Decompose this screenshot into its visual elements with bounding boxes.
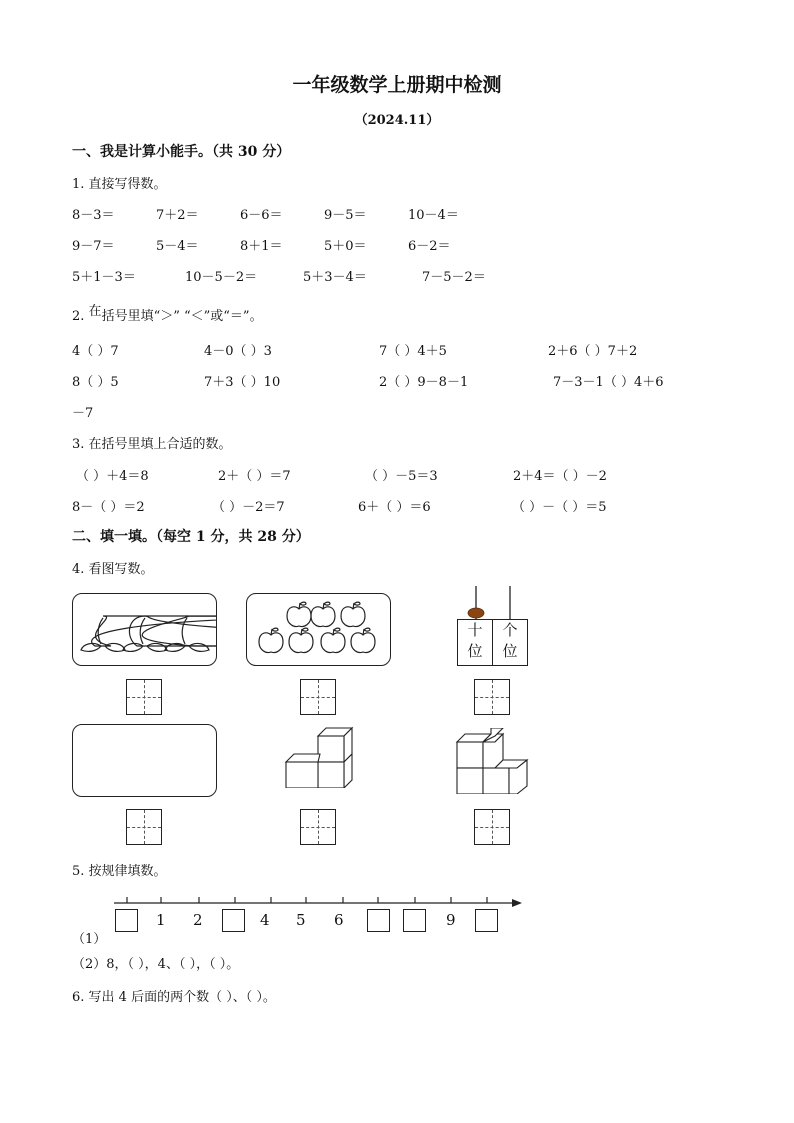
q2-label [72,305,263,324]
apple-icon [341,607,365,627]
numberline-blank-box[interactable] [222,909,245,932]
numberline-label: 1 [156,911,166,929]
q3-r1-c2: 2＋（ ）＝7 [218,469,291,484]
q5-part2: （2）8，（ ），4、（ ），（ ）。 [72,957,240,972]
apple-icon [287,607,311,627]
q1-r2-c5: 6－2＝ [408,239,451,254]
q3-r2-c4: （ ）－（ ）＝5 [512,500,607,515]
answer-grid-cubes-small[interactable] [300,809,336,845]
apple-drawing [247,594,390,665]
q2-r1-c4: 2＋6（ ）7＋2 [548,344,638,359]
q2-label-num: 2. [72,309,85,324]
abacus-rods [457,584,529,624]
abacus-ones-top: 个 [502,621,518,639]
peach-crease [140,618,145,644]
q2-r2-c1: 8（ ）5 [72,375,119,390]
q2-r2-c4: 7－3－1（ ）4＋6 [553,375,664,390]
apple-icon [351,633,375,653]
cube-stack-small [280,724,360,788]
numberline-blank-box[interactable] [475,909,498,932]
section2-heading: 二、填一填。（每空 1 分，共 28 分） [72,529,310,545]
answer-grid-apples[interactable] [300,679,336,715]
apple-leaf [334,628,340,631]
answer-grid-cubes-large[interactable] [474,809,510,845]
q2-r1-c2: 4－0（ ）3 [204,344,272,359]
peach-leaf [81,643,101,651]
numberline-blank-box[interactable] [367,909,390,932]
abacus-ones-bottom: 位 [502,642,518,660]
q5-part1: （1） [72,932,107,947]
apple-leaf [302,628,308,631]
q3-r1-c1: （ ）＋4＝8 [76,469,149,484]
q1-r3-c1: 5＋1－3＝ [72,270,136,285]
peach-drawing [73,594,216,665]
q1-r2-c4: 5＋0＝ [324,239,367,254]
q3-label: 3. 在括号里填上合适的数。 [72,437,232,452]
q1-r1-c4: 9－5＝ [324,208,367,223]
q2-r1-c3: 7（ ）4＋5 [379,344,447,359]
peach-crease [98,618,103,644]
peach-picture [72,593,217,666]
number-line [110,893,525,909]
q1-r1-c2: 7＋2＝ [156,208,199,223]
q1-r1-c3: 6－6＝ [240,208,283,223]
abacus-tens-bottom: 位 [467,642,483,660]
q6-label: 6. 写出 4 后面的两个数（ ）、（ ）。 [72,990,276,1005]
numberline-blank-box[interactable] [115,909,138,932]
q1-r1-c5: 10－4＝ [408,208,459,223]
peach-leaf [105,643,125,651]
q3-r1-c3: （ ）－5＝3 [365,469,438,484]
q2-label-rest: 括号里填“＞” “＜”或“＝”。 [101,309,263,324]
apple-leaf [364,628,370,631]
section1-heading: 一、我是计算小能手。（共 30 分） [72,144,291,160]
q1-r2-c2: 5－4＝ [156,239,199,254]
numberline-label: 4 [260,911,270,929]
q3-r2-c3: 6＋（ ）＝6 [358,500,431,515]
q3-r2-c1: 8－（ ）＝2 [72,500,145,515]
empty-picture [72,724,217,797]
q2-label-char: 在 [88,304,102,319]
q2-r2-c2: 7＋3（ ）10 [204,375,281,390]
abacus-bead [468,608,484,618]
q1-r1-c1: 8－3＝ [72,208,115,223]
numberline-label: 5 [296,911,306,929]
answer-grid-abacus[interactable] [474,679,510,715]
abacus-ones-cell [492,619,528,666]
q3-r2-c2: （ ）－2＝7 [212,500,285,515]
numberline-label: 9 [446,911,456,929]
q1-r2-c3: 8＋1＝ [240,239,283,254]
exam-date: （2024.11） [354,113,440,128]
apple-leaf [300,602,306,605]
abacus-tens-top: 十 [467,621,483,639]
q2-r2-wrap: －7 [72,406,94,421]
numberline-blank-box[interactable] [403,909,426,932]
q2-r2-c3: 2（ ）9－8－1 [379,375,469,390]
q3-r1-c4: 2＋4＝（ ）－2 [513,469,607,484]
apple-icon [311,607,335,627]
apple-leaf [272,628,278,631]
page-title: 一年级数学上册期中检测 [292,74,502,96]
apple-icon [289,633,313,653]
answer-grid-peaches[interactable] [126,679,162,715]
q5-label: 5. 按规律填数。 [72,864,167,879]
apple-leaf [354,602,360,605]
q1-label: 1. 直接写得数。 [72,177,167,192]
cube-stack-large [455,728,531,794]
apple-icon [321,633,345,653]
q2-r1-c1: 4（ ）7 [72,344,119,359]
peach-leaf [147,643,167,651]
abacus-tens-cell [457,619,493,666]
q1-r2-c1: 9－7＝ [72,239,115,254]
apple-icon [259,633,283,653]
numberline-label: 6 [334,911,344,929]
q4-label: 4. 看图写数。 [72,562,154,577]
q1-r3-c3: 5＋3－4＝ [303,270,367,285]
peach-leaf [123,643,143,651]
q1-r3-c2: 10－5－2＝ [185,270,258,285]
peach-leaf [189,643,209,651]
apple-leaf [324,602,330,605]
answer-grid-empty[interactable] [126,809,162,845]
numberline-label: 2 [193,911,203,929]
q1-r3-c4: 7－5－2＝ [422,270,486,285]
apple-picture [246,593,391,666]
